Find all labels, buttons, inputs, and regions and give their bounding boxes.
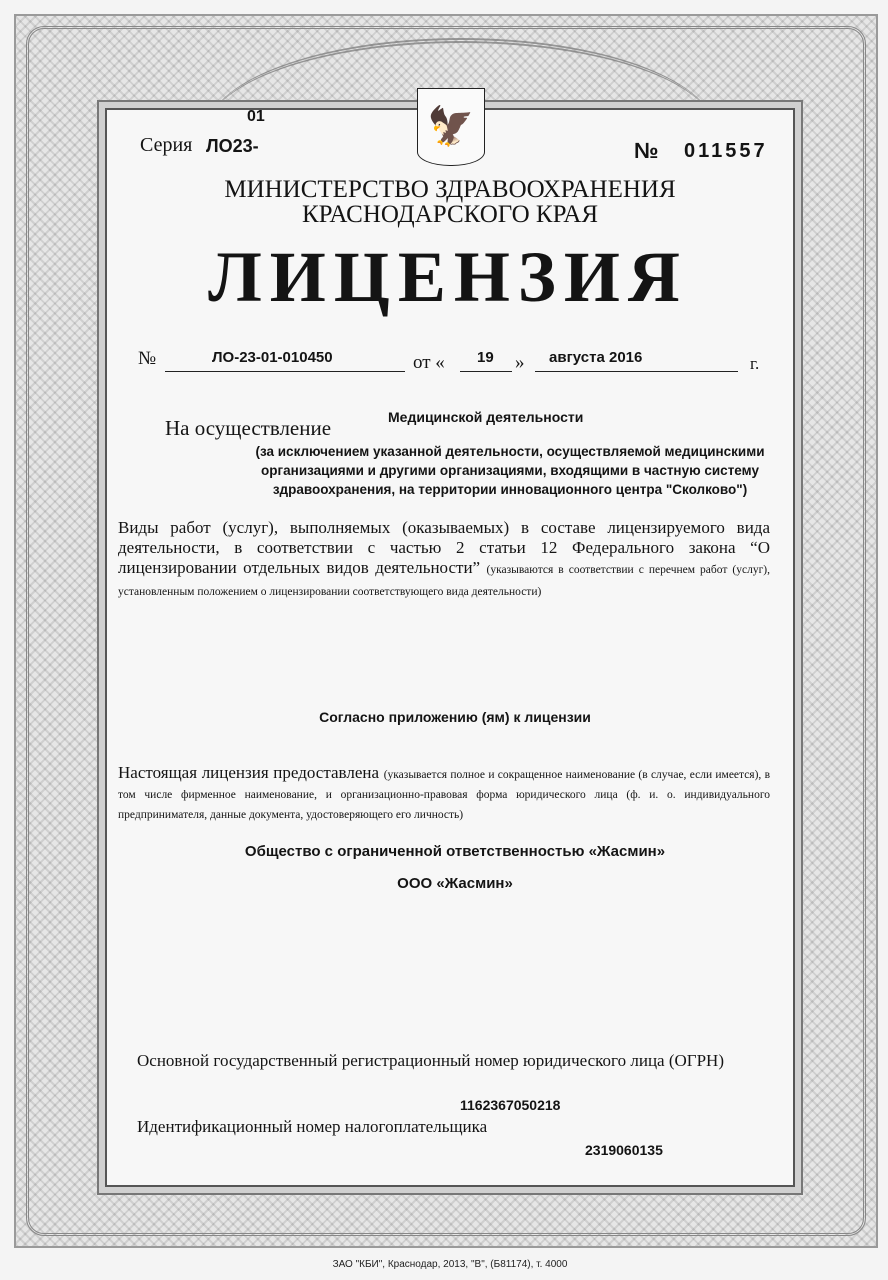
activity-value: Медицинской деятельности — [388, 409, 584, 425]
form-number: 011557 — [684, 140, 768, 162]
printer-footer: ЗАО "КБИ", Краснодар, 2013, "В", (Б81174), т. 4000 — [0, 1259, 888, 1270]
issuer-line-2: КРАСНОДАРСКОГО КРАЯ — [301, 201, 599, 228]
russian-coat-of-arms-icon: 🦅 — [417, 88, 485, 166]
license-number: ЛО-23-01-010450 — [212, 349, 333, 366]
license-month-year: августа 2016 — [549, 349, 643, 366]
licensee-text: Настоящая лицензия предоставлена — [118, 763, 380, 782]
issuer-line-1: МИНИСТЕРСТВО ЗДРАВООХРАНЕНИЯ — [224, 176, 676, 203]
activity-note-line: здравоохранения, на территории инновационного центра "Сколково") — [272, 482, 748, 497]
works-note: (указываются в соответствии с перечнем работ (услуг), установленным положением о лицензировании соответствующего вида деятельности) — [118, 564, 771, 598]
series-value: ЛО23- — [206, 136, 259, 156]
works-paragraph — [118, 518, 770, 602]
number-sign: № — [634, 138, 659, 163]
works-text: Виды работ (услуг), выполняемых (оказываемых) в составе лицензируемого вида деятельности, в соответствии с частью 2 статьи 12 Федерального закона “О лицензировании отдельных видов деятельности” — [118, 518, 770, 577]
date-from-label: от « — [413, 352, 445, 373]
activity-label: На осуществление — [165, 416, 332, 440]
licensee-paragraph — [118, 764, 770, 824]
activity-note-line: (за исключением указанной деятельности, осуществляемой медицинскими — [255, 444, 765, 459]
activity-note-line: организациями и другими организациями, входящими в частную систему — [261, 463, 759, 478]
series-superscript: 01 — [247, 108, 265, 125]
document-title: ЛИЦЕНЗИЯ — [208, 237, 688, 317]
ogrn-value: 1162367050218 — [460, 1097, 561, 1113]
date-quote-close: » — [515, 352, 525, 373]
licensee-full-name: Общество с ограниченной ответственностью «Жасмин» — [244, 843, 666, 860]
license-day: 19 — [477, 349, 494, 366]
licensee-short-name: ООО «Жасмин» — [397, 875, 513, 892]
works-value: Согласно приложению (ям) к лицензии — [319, 709, 591, 725]
inn-label: Идентификационный номер налогоплательщика — [137, 1117, 488, 1136]
inn-value: 2319060135 — [585, 1142, 663, 1158]
license-no-label: № — [138, 348, 157, 369]
ogrn-label: Основной государственный регистрационный номер юридического лица (ОГРН) — [137, 1051, 724, 1070]
licensee-note: (указывается полное и сокращенное наименование (в случае, если имеется), в том числе фирменное наименование, и организационно-правовая форма юридического лица (ф. и. о. индивидуального предпринимателя, данные документа, удостоверяющего его личность) — [118, 769, 771, 821]
year-suffix: г. — [750, 354, 760, 373]
series-label: Серия — [140, 134, 193, 156]
